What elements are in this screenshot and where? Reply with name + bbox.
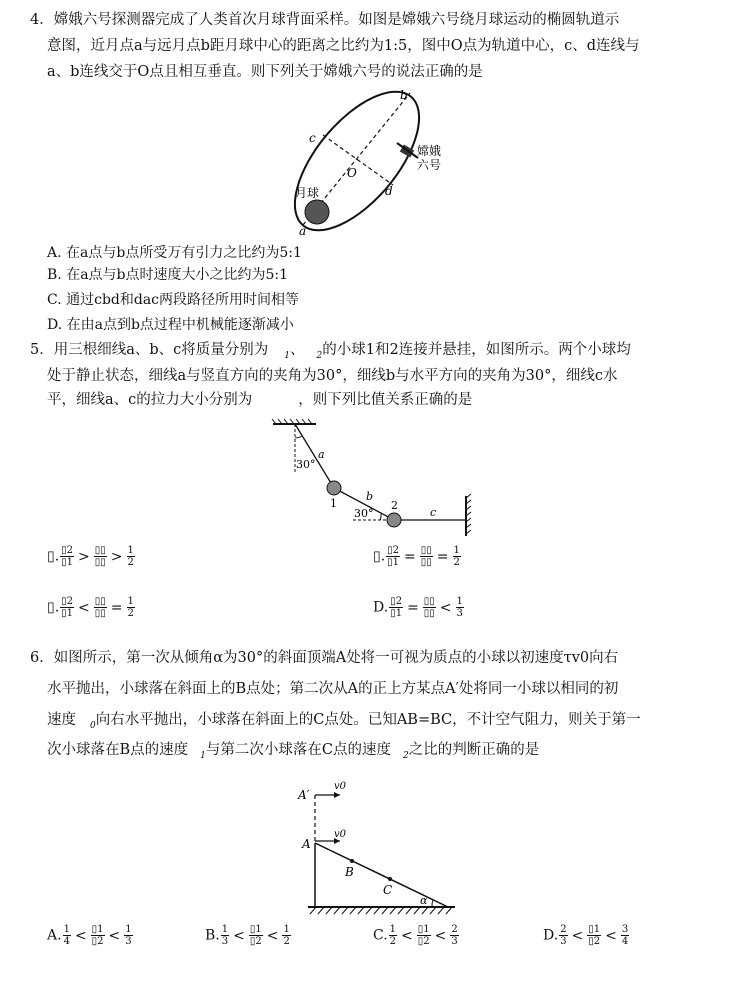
angle-arc-1 — [295, 436, 302, 438]
option-prefix: ▯. — [47, 599, 60, 616]
q5-option-c[interactable] — [47, 596, 136, 619]
denominator: 3 — [451, 936, 458, 947]
numerator: ▯1 — [249, 924, 262, 935]
q4-stem-line3: a、b连线交于O点且相互垂直。则下列关于嫦娥六号的说法正确的是 — [47, 64, 483, 80]
q5-stem-part5: ，则下列比值关系正确的是 — [298, 392, 473, 408]
numerator: 2 — [560, 924, 567, 935]
alpha-arc — [432, 900, 433, 907]
numerator: 2 — [451, 924, 458, 935]
axis-cd — [323, 135, 393, 185]
wall — [466, 494, 471, 536]
relation-sign: = — [404, 548, 416, 565]
denominator: ▯2 — [417, 936, 430, 947]
denominator: 2 — [389, 936, 397, 947]
fraction — [420, 545, 433, 568]
denominator: ▯2 — [249, 936, 262, 947]
q5-stem-line2: 处于静止状态，细线a与竖直方向的夹角为30°，细线b与水平方向的夹角为30°，细线c水 — [47, 368, 618, 384]
fraction — [456, 596, 464, 619]
q6-stem-line1: 6．如图所示，第一次从倾角α为30°的斜面顶端A处将一可视为质点的小球以初速度τv0向右 — [30, 650, 619, 666]
relation-sign: < — [439, 599, 452, 616]
fraction — [389, 924, 397, 947]
q5-sub-2: 2 — [316, 350, 323, 361]
fraction — [63, 924, 71, 947]
relation-sign: = — [436, 548, 449, 565]
q6-sub-2: 2 — [402, 750, 409, 761]
v0-arrowhead-top — [334, 792, 340, 798]
q5-stem-part2: 、 — [290, 342, 305, 358]
q5-stem-line1 — [30, 340, 631, 366]
denominator: 2 — [127, 608, 134, 619]
fraction — [559, 924, 567, 947]
relation-sign: < — [78, 599, 90, 616]
q5-stem-part4: 平，细线a、c的拉力大小分别为 — [47, 392, 253, 408]
q4-option-c[interactable]: C. 通过cbd和dac两段路径所用时间相等 — [47, 292, 300, 308]
fraction — [389, 596, 403, 619]
numerator: 1 — [125, 924, 132, 935]
ceiling — [272, 419, 316, 424]
denominator: 3 — [456, 608, 463, 619]
relation-sign: < — [266, 927, 279, 944]
denominator: ▯2 — [91, 936, 104, 947]
numerator: ▯2 — [387, 545, 400, 556]
relation-sign: < — [401, 927, 413, 944]
q6-option-c[interactable] — [373, 924, 460, 947]
fraction — [621, 924, 629, 947]
fraction — [417, 924, 431, 947]
fraction — [60, 545, 74, 568]
numerator: 1 — [127, 545, 134, 556]
denominator: 3 — [221, 936, 229, 947]
numerator: ▯2 — [61, 596, 74, 607]
denominator: ▯▯ — [420, 557, 432, 568]
ball-1 — [327, 481, 341, 495]
label-c: c — [309, 131, 316, 145]
label-o: O — [347, 166, 357, 180]
label-d: d — [385, 184, 393, 198]
option-prefix: D. — [373, 599, 389, 616]
q6-stem-part4: 与第二次小球落在C点的速度 — [205, 742, 391, 758]
relation-sign: > — [78, 548, 90, 565]
q4-option-b[interactable]: B. 在a点与b点时速度大小之比约为5:1 — [47, 267, 289, 283]
q5-sub-1: 1 — [284, 350, 291, 361]
option-prefix: B. — [205, 927, 220, 944]
numerator: ▯1 — [588, 924, 601, 935]
q5-stem-part3: 的小球1和2连接并悬挂，如图所示。两个小球均 — [322, 342, 631, 358]
relation-sign: < — [74, 927, 87, 944]
denominator: 3 — [560, 936, 567, 947]
moon — [305, 200, 329, 224]
fraction — [124, 924, 132, 947]
point-c — [388, 877, 392, 881]
q6-option-d[interactable] — [543, 924, 630, 947]
relation-sign: < — [233, 927, 245, 944]
option-prefix: C. — [373, 927, 388, 944]
q5-option-a[interactable] — [47, 545, 136, 568]
q6-sub-1: 1 — [200, 750, 206, 761]
fraction — [453, 545, 461, 568]
label-v0-mid: v0 — [334, 829, 347, 840]
relation-sign: < — [571, 927, 584, 944]
q4-option-a[interactable]: A. 在a点与b点所受万有引力之比约为5:1 — [47, 245, 302, 261]
ground — [308, 907, 455, 914]
relation-sign: < — [605, 927, 617, 944]
option-prefix: D. — [543, 927, 559, 944]
fraction — [91, 924, 105, 947]
q4-option-d[interactable]: D. 在由a点到b点过程中机械能逐渐减小 — [47, 317, 294, 333]
q5-option-d[interactable] — [373, 596, 465, 619]
numerator: 1 — [127, 596, 134, 607]
denominator: ▯1 — [390, 608, 403, 619]
fraction — [386, 545, 400, 568]
string-a — [295, 424, 334, 488]
relation-sign: < — [108, 927, 121, 944]
q6-sub-0: 0 — [90, 720, 96, 731]
q6-stem-part2: 向右水平抛出，小球落在斜面上的C点处。已知AB=BC，不计空气阻力，则关于第一 — [95, 712, 641, 728]
label-a: A — [302, 837, 311, 851]
q6-stem-part1: 速度 — [47, 712, 76, 728]
ball-label-1: 1 — [330, 497, 337, 510]
q4-stem-line1: 4．嫦娥六号探测器完成了人类首次月球背面采样。如图是嫦娥六号绕月球运动的椭圆轨道示 — [30, 12, 620, 28]
fraction — [282, 924, 290, 947]
label-a: a — [299, 224, 307, 237]
label-a-prime: A′ — [298, 788, 310, 802]
denominator: 2 — [127, 557, 134, 568]
denominator: 2 — [283, 936, 290, 947]
numerator: ▯1 — [417, 924, 430, 935]
denominator: 3 — [125, 936, 132, 947]
denominator: ▯1 — [61, 608, 74, 619]
fraction — [221, 924, 229, 947]
numerator: 1 — [456, 596, 463, 607]
relation-sign: < — [434, 927, 447, 944]
slope — [315, 843, 448, 907]
q6-stem-line3 — [47, 710, 641, 736]
numerator: ▯▯ — [94, 596, 106, 607]
q5-stem-part1: 5．用三根细线a、b、c将质量分别为 — [30, 342, 269, 358]
denominator: 2 — [453, 557, 460, 568]
numerator: ▯▯ — [423, 596, 435, 607]
label-v0-top: v0 — [334, 781, 347, 792]
numerator: ▯2 — [61, 545, 74, 556]
q6-slope-figure — [290, 775, 470, 920]
probe-label-2: 六号 — [417, 158, 442, 172]
label-c: c — [430, 506, 437, 519]
q5-stem-line3 — [47, 390, 472, 410]
probe-label-1: 嫦娥 — [417, 144, 442, 158]
label-b: b — [400, 88, 408, 102]
numerator: 1 — [453, 545, 460, 556]
numerator: ▯2 — [390, 596, 403, 607]
fraction — [450, 924, 458, 947]
denominator: ▯1 — [61, 557, 74, 568]
relation-sign: = — [110, 599, 123, 616]
numerator: 1 — [221, 924, 229, 935]
q4-stem-line2: 意图，近月点a与远月点b距月球中心的距离之比约为1:5，图中O点为轨道中心，c、d连线与 — [47, 38, 640, 54]
denominator: ▯▯ — [94, 557, 106, 568]
q5-option-b[interactable] — [373, 545, 462, 568]
fraction — [249, 924, 263, 947]
angle-arc-2 — [380, 513, 381, 520]
numerator: ▯1 — [91, 924, 104, 935]
angle-label-1: 30° — [296, 458, 316, 471]
option-prefix: ▯. — [373, 548, 386, 565]
angle-label-2: 30° — [354, 507, 374, 520]
numerator: 3 — [621, 924, 629, 935]
numerator: 1 — [283, 924, 290, 935]
relation-sign: > — [110, 548, 123, 565]
q6-stem-line2: 水平抛出，小球落在斜面上的B点处；第二次从A的正上方某点A′处将同一小球以相同的初 — [47, 681, 619, 697]
denominator: ▯▯ — [94, 608, 106, 619]
fraction — [423, 596, 436, 619]
ball-2 — [387, 513, 401, 527]
fraction — [94, 545, 107, 568]
q6-stem-part3: 次小球落在B点的速度 — [47, 742, 189, 758]
label-b: B — [345, 865, 354, 879]
numerator: 1 — [63, 924, 70, 935]
fraction — [94, 596, 107, 619]
q5-pendulum-figure — [268, 418, 478, 540]
ball-label-2: 2 — [391, 499, 398, 512]
fraction — [127, 596, 135, 619]
denominator: ▯2 — [588, 936, 601, 947]
label-alpha: α — [420, 894, 428, 907]
denominator: ▯▯ — [423, 608, 435, 619]
point-b — [350, 859, 354, 863]
denominator: 4 — [63, 936, 70, 947]
q6-stem-part5: 之比的判断正确的是 — [408, 742, 540, 758]
label-b: b — [366, 490, 374, 503]
numerator: ▯▯ — [94, 545, 106, 556]
numerator: ▯▯ — [420, 545, 432, 556]
relation-sign: = — [407, 599, 419, 616]
moon-label: 月球 — [295, 186, 320, 200]
label-a: a — [318, 448, 325, 461]
q4-orbit-figure — [285, 85, 455, 237]
option-prefix: A. — [47, 927, 62, 944]
denominator: ▯1 — [387, 557, 400, 568]
fraction — [587, 924, 601, 947]
probe-icon — [397, 143, 418, 158]
option-prefix: ▯. — [47, 548, 60, 565]
label-c: C — [383, 883, 393, 897]
q6-option-a[interactable] — [47, 924, 134, 947]
fraction — [127, 545, 135, 568]
numerator: 1 — [389, 924, 397, 935]
fraction — [60, 596, 74, 619]
q6-option-b[interactable] — [205, 924, 292, 947]
denominator: 4 — [621, 936, 629, 947]
q6-stem-line4 — [47, 740, 539, 766]
